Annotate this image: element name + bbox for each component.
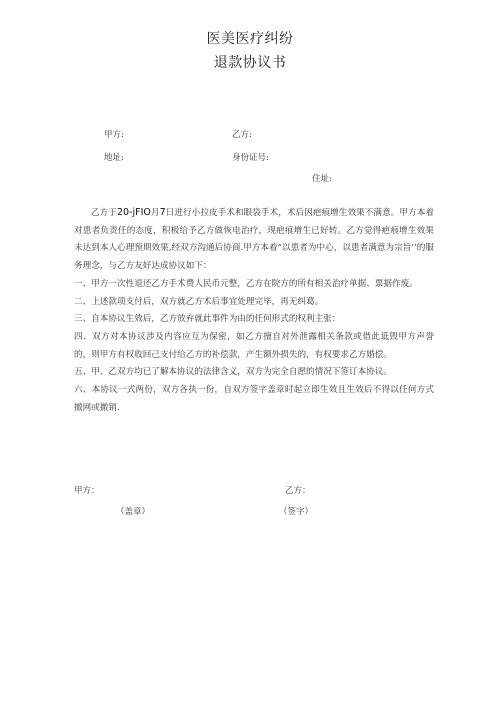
residence-label: 住址:: [312, 174, 332, 184]
id-number-label: 身份证号:: [232, 153, 269, 163]
surgery-day: 7: [159, 207, 166, 218]
seal-label: （盖章）: [116, 507, 151, 517]
agreement-body: [74, 204, 434, 417]
document-title-line-1: 医美医疗纠纷: [206, 31, 294, 47]
clause-3: 三、自本协议生效后，乙方放弃就此事件为由的任何形式的权利主张：: [74, 314, 341, 325]
clause-6: 六、本协议一式两份，双方各执一份，自双方签字盖章时起立即生效且生效后不得以任何方式撤网或撤销.: [74, 385, 434, 413]
document-title-line-2: 退款协议书: [213, 55, 287, 71]
clause-5: 五、甲、乙双方均已了解本协议的法律含义，双方为完全自愿的情况下签订本协议。: [74, 367, 392, 378]
party-b-label: 乙方:: [232, 130, 252, 140]
clause-4: 四、双方对本协议涉及内容应互为保密，如乙方擅自对外泄露相关条款或借此诋毁甲方声誉的，则甲方有权收回己支付给乙方的补偿款，产生额外损失的，有权要求乙方婚偿。: [74, 331, 434, 360]
surgery-year: 20-jFIO: [116, 207, 151, 218]
intro-paragraph: 乙方于20-jFIO月7日进行小拉皮手术和眼袋手术，术后因疤痕增生效果不满意。甲方本着对患者负责任的态度，积极给予乙方做恢电治疗，现疤痕增生已好转。乙方觉得疤痕增生效果未达到本人心理预期效果,经双方沟通后协商.甲方本着“以患者为中心，以患者满意为宗旨’’的服务理念，与乙方友好达成协议如下：: [74, 207, 434, 272]
sign-label: （签字）: [279, 507, 314, 517]
party-a-label: 甲方:: [104, 130, 124, 140]
signature-party-b-label: 乙方：: [285, 486, 311, 496]
clause-1: 一、甲方一次性退还乙方手术费人民币元整，乙方在院方的所有相关治疗单据、票据作废。: [74, 278, 418, 289]
signature-party-a-label: 甲方：: [74, 486, 100, 496]
clause-2: 二、上述款项支付后，双方就乙方术后事宜处理完毕，再无纠葛。: [74, 296, 324, 307]
address-label: 地址:: [104, 153, 124, 163]
